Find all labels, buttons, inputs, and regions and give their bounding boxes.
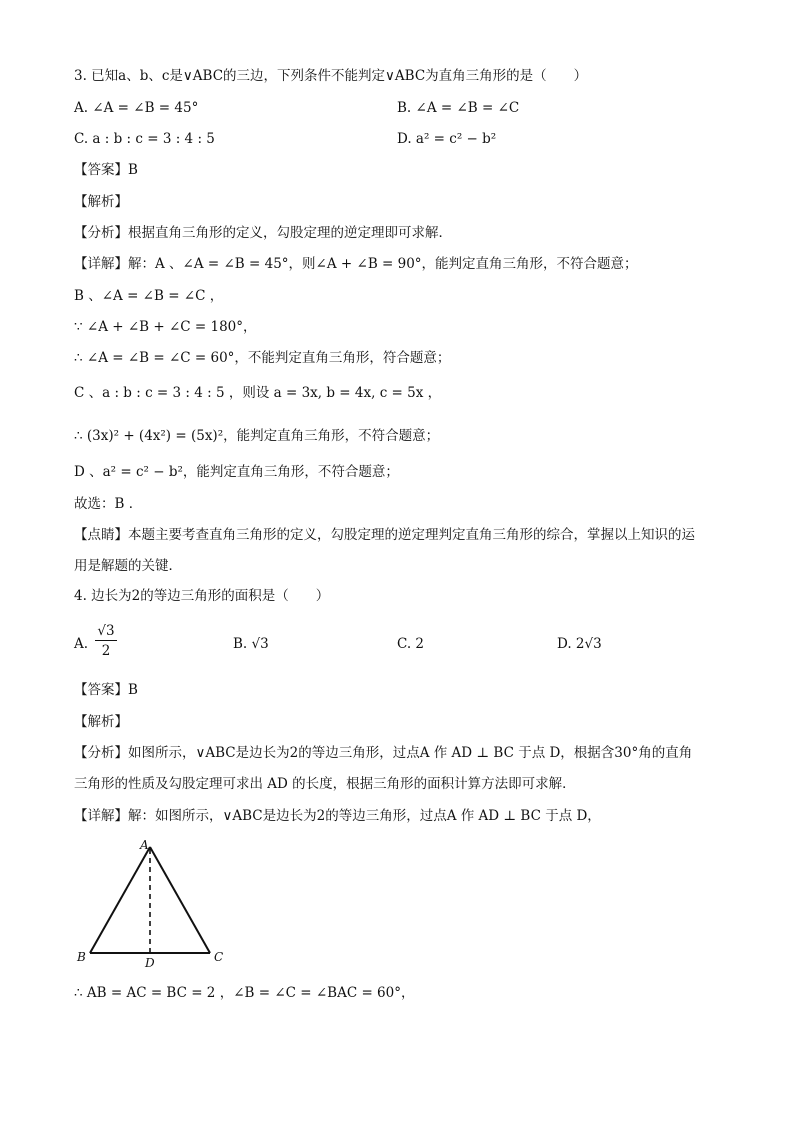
triangle-figure xyxy=(70,835,240,970)
q3-detail-line: ∵ ∠A + ∠B + ∠C = 180°， xyxy=(74,319,257,335)
side-ab xyxy=(90,847,150,953)
q3-answer: 【答案】B xyxy=(74,162,138,178)
q4-option-b: B. √3 xyxy=(233,636,269,652)
q4-analysis-heading: 【解析】 xyxy=(74,714,128,730)
vertex-label-c: C xyxy=(214,950,224,964)
q3-detail-line: ∴ (3x)² + (4x²) = (5x)²，能判定直角三角形，不符合题意； xyxy=(74,428,440,444)
side-ac xyxy=(150,847,210,953)
q3-detail-line: D 、a² = c² − b²，能判定直角三角形，不符合题意； xyxy=(74,464,399,480)
q4-stem: 4. 边长为2的等边三角形的面积是（ ） xyxy=(74,588,330,604)
q4-analysis-line: 三角形的性质及勾股定理可求出 AD 的长度，根据三角形的面积计算方法即可求解． xyxy=(74,776,576,792)
q4-option-d: D. 2√3 xyxy=(557,636,602,652)
vertex-label-a: A xyxy=(140,838,149,852)
q3-comment-line: 用是解题的关键． xyxy=(74,558,182,574)
q3-stem: 3. 已知a、b、c是∨ABC的三边，下列条件不能判定∨ABC为直角三角形的是（ ） xyxy=(74,68,588,84)
vertex-label-d: D xyxy=(145,956,155,970)
q3-option-d: D. a² = c² − b² xyxy=(397,131,497,147)
q4-option-c: C. 2 xyxy=(397,636,425,652)
q3-detail-line: ∴ ∠A = ∠B = ∠C = 60°，不能判定直角三角形，符合题意； xyxy=(74,350,451,366)
q3-option-c: C. a : b : c = 3 : 4 : 5 xyxy=(74,131,215,147)
q3-option-a: A. ∠A = ∠B = 45° xyxy=(74,100,199,116)
q4-answer: 【答案】B xyxy=(74,682,138,698)
q4-option-a-denominator: 2 xyxy=(101,643,111,659)
vertex-label-b: B xyxy=(77,950,86,964)
q4-detail-line: 【详解】解：如图所示，∨ABC是边长为2的等边三角形，过点A 作 AD ⊥ BC 于点 D， xyxy=(74,808,601,824)
q3-comment-line: 【点睛】本题主要考查直角三角形的定义，勾股定理的逆定理判定直角三角形的综合，掌握以上知识的运 xyxy=(74,527,695,543)
q4-option-a-numerator: √3 xyxy=(95,622,117,641)
q3-option-b: B. ∠A = ∠B = ∠C xyxy=(397,100,520,116)
q3-detail-line: C 、a : b : c = 3 : 4 : 5 ，则设 a = 3x, b = 4x, c = 5x ， xyxy=(74,385,442,401)
q3-analysis: 【分析】根据直角三角形的定义，勾股定理的逆定理即可求解． xyxy=(74,225,452,241)
q3-detail-line: 【详解】解：A 、∠A = ∠B = 45°，则∠A + ∠B = 90°，能判定直角三角形，不符合题意； xyxy=(74,256,638,272)
q4-conclusion: ∴ AB = AC = BC = 2 ，∠B = ∠C = ∠BAC = 60°， xyxy=(74,985,415,1001)
q4-option-a-fraction xyxy=(95,622,117,661)
q3-detail-line: 故选：B ． xyxy=(74,496,143,512)
q3-analysis-heading: 【解析】 xyxy=(74,194,128,210)
q4-analysis-line: 【分析】如图所示，∨ABC是边长为2的等边三角形，过点A 作 AD ⊥ BC 于点 D，根据含30°角的直角 xyxy=(74,745,693,761)
q3-detail-line: B 、∠A = ∠B = ∠C ， xyxy=(74,288,224,304)
q4-option-a-label: A. xyxy=(74,636,89,652)
